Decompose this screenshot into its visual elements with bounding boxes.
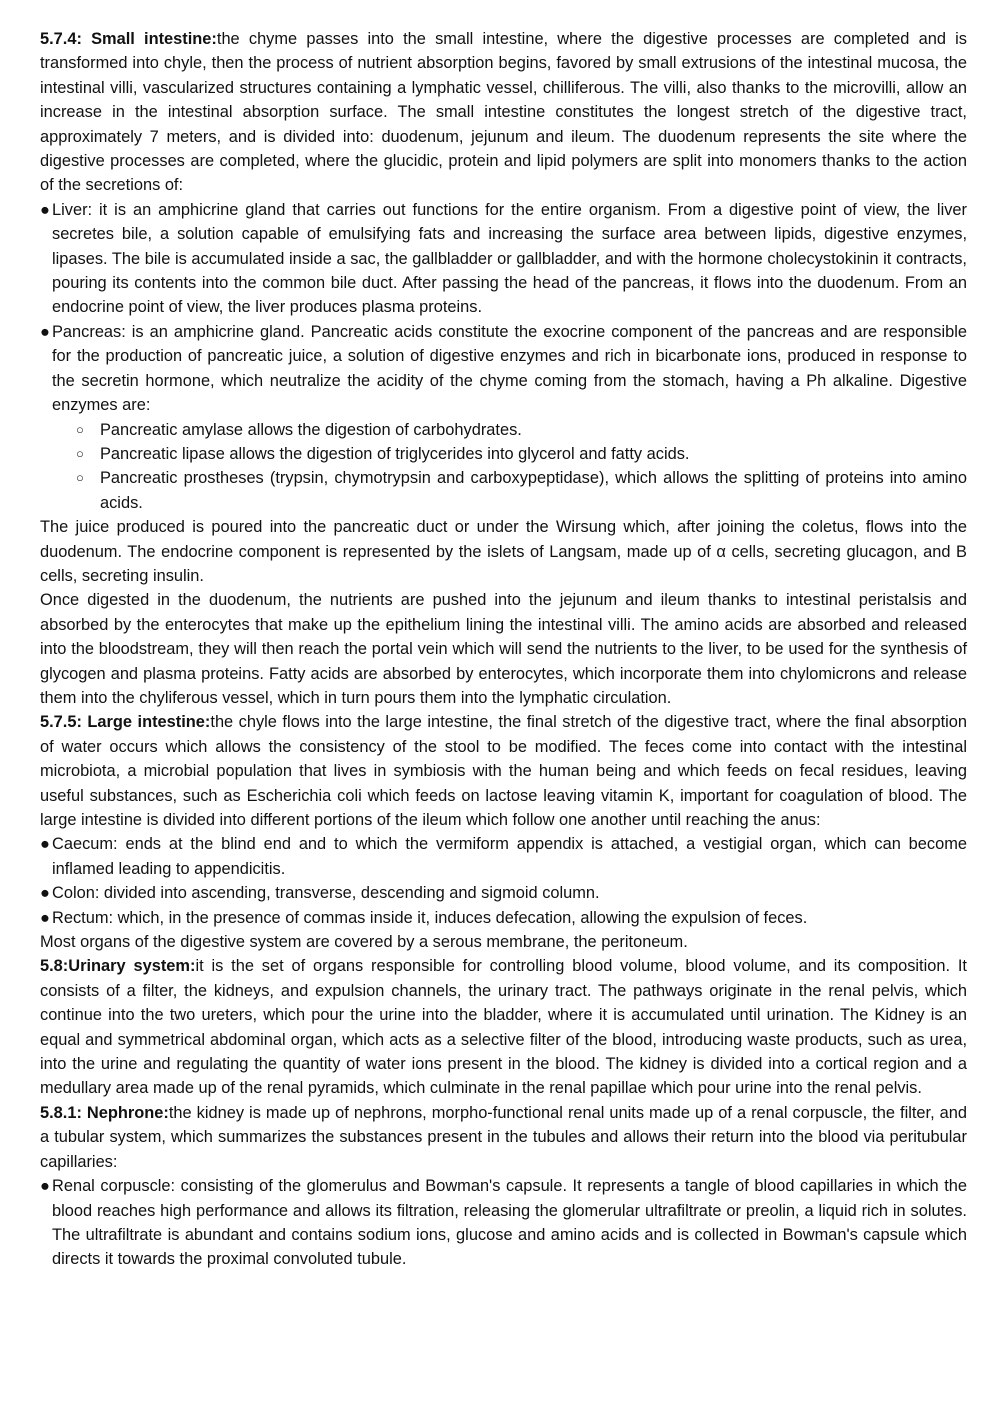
- bullet-icon: ●: [40, 835, 50, 854]
- section-large-intestine: [40, 710, 967, 832]
- peritoneum-paragraph: Most organs of the digestive system are covered by a serous membrane, the peritoneum.: [40, 933, 688, 952]
- colon-text: Colon: divided into ascending, transverse, descending and sigmoid column.: [52, 884, 600, 903]
- circle-bullet-icon: ○: [76, 445, 84, 461]
- bullet-icon: ●: [40, 884, 50, 903]
- section-urinary-system: [40, 954, 967, 1100]
- bullet-pancreas: [40, 320, 967, 418]
- caecum-text: Caecum: ends at the blind end and to which the vermiform appendix is attached, a vestigial organ, which can become inflamed leading to appendicitis.: [52, 835, 967, 878]
- amylase-text: Pancreatic amylase allows the digestion of carbohydrates.: [100, 420, 522, 439]
- juice-paragraph: The juice produced is poured into the pancreatic duct or under the Wirsung which, after joining the coletus, flows into the duodenum. The endocrine component is represented by the islets of Langsam, made up of α cells, secreting glucagon, and B cells, secreting insulin.: [40, 518, 967, 585]
- lipase-text: Pancreatic lipase allows the digestion of triglycerides into glycerol and fatty acids.: [100, 444, 690, 463]
- digested-paragraph: Once digested in the duodenum, the nutrients are pushed into the jejunum and ileum thanks to intestinal peristalsis and absorbed by the enterocytes that make up the epithelium lining the intestinal villi. The amino acids are absorbed and released into the bloodstream, they will then reach the portal vein which will send the nutrients to the liver, to be used for the synthesis of glycogen and plasma proteins. Fatty acids are absorbed by enterocytes, which incorporate them into chylomicrons and release them into the chyliferous vessel, which in turn pours them into the lymphatic circulation.: [40, 591, 967, 707]
- urinary-system-text: it is the set of organs responsible for controlling blood volume, blood volume, and its composition. It consists of a filter, the kidneys, and expulsion channels, the urinary tract. The pathways originate in the renal pelvis, which continue into the two ureters, which pour the urine into the bladder, where it is accumulated until urination. The Kidney is an equal and symmetrical abdominal organ, which acts as a selective filter of the blood, introducing waste products, such as urea, into the urine and regulating the quantity of water ions present in the blood. The kidney is divided into a cortical region and a medullary area made up of the renal pyramids, which culminate in the renal papillae which pour urine into the renal pelvis.: [40, 957, 967, 1098]
- heading-small-intestine: 5.7.4: Small intestine:: [40, 30, 217, 48]
- document-page: [40, 27, 967, 1272]
- bullet-rectum: [40, 906, 967, 930]
- bullet-icon: ●: [40, 1177, 50, 1196]
- rectum-text: Rectum: which, in the presence of commas inside it, induces defecation, allowing the expulsion of feces.: [52, 908, 808, 927]
- circle-bullet-icon: ○: [76, 470, 84, 486]
- sub-bullet-prostheses: [40, 466, 967, 515]
- circle-bullet-icon: ○: [76, 421, 84, 437]
- small-intestine-text: the chyme passes into the small intestine, where the digestive processes are completed and is transformed into chyle, then the process of nutrient absorption begins, favored by small extrusions of the intestinal mucosa, the intestinal villi, vascularized structures containing a lymphatic vessel, chilliferous. The villi, also thanks to the microvilli, allow an increase in the intestinal absorption surface. The small intestine constitutes the longest stretch of the digestive tract, approximately 7 meters, and is divided into: duodenum, jejunum and ileum. The duodenum represents the site where the digestive processes are completed, where the glucidic, protein and lipid polymers are split into monomers thanks to the action of the secretions of:: [40, 30, 967, 195]
- section-small-intestine: [40, 27, 967, 198]
- bullet-renal-corpuscle: [40, 1174, 967, 1272]
- nephrone-text: the kidney is made up of nephrons, morpho-functional renal units made up of a renal corpuscle, the filter, and a tubular system, which summarizes the substances present in the tubules and allows their return into the blood via peritubular capillaries:: [40, 1103, 967, 1171]
- bullet-icon: ●: [40, 322, 50, 341]
- large-intestine-text: the chyle flows into the large intestine, the final stretch of the digestive tract, where the final absorption of water occurs which allows the consistency of the stool to be modified. The feces come into contact with the intestinal microbiota, a microbial population that lives in symbiosis with the human being and which feeds on fecal residues, leaving useful substances, such as Escherichia coli which feeds on lactose leaving vitamin K, important for coagulation of blood. The large intestine is divided into different portions of the ileum which follow one another until reaching the anus:: [40, 713, 967, 829]
- bullet-colon: [40, 881, 967, 905]
- bullet-caecum: [40, 832, 967, 881]
- bullet-icon: ●: [40, 200, 50, 219]
- heading-nephrone: 5.8.1: Nephrone:: [40, 1103, 169, 1122]
- sub-bullet-amylase: [40, 418, 967, 442]
- bullet-icon: ●: [40, 908, 50, 927]
- prostheses-text: Pancreatic prostheses (trypsin, chymotrypsin and carboxypeptidase), which allows the splitting of proteins into amino acids.: [100, 469, 967, 512]
- heading-urinary-system: 5.8:Urinary system:: [40, 957, 196, 976]
- section-nephrone: [40, 1101, 967, 1174]
- pancreas-text: Pancreas: is an amphicrine gland. Pancreatic acids constitute the exocrine component of the pancreas and are responsible for the production of pancreatic juice, a solution of digestive enzymes and rich in bicarbonate ions, produced in response to the secretin hormone, which neutralize the acidity of the chyme coming from the stomach, having a Ph alkaline. Digestive enzymes are:: [52, 322, 967, 415]
- renal-corpuscle-text: Renal corpuscle: consisting of the glomerulus and Bowman's capsule. It represents a tangle of blood capillaries in which the blood reaches high performance and allows its filtration, releasing the glomerular ultrafiltrate or preolin, a liquid rich in solutes. The ultrafiltrate is abundant and contains sodium ions, glucose and amino acids and is collected in Bowman's capsule which directs it towards the proximal convoluted tubule.: [52, 1177, 967, 1269]
- liver-text: Liver: it is an amphicrine gland that carries out functions for the entire organism. From a digestive point of view, the liver secretes bile, a solution capable of emulsifying fats and increasing the surface area between lipids, digestive enzymes, lipases. The bile is accumulated inside a sac, the gallbladder or gallbladder, and with the hormone cholecystokinin it contracts, pouring its contents into the common bile duct. After passing the head of the pancreas, it flows into the duodenum. From an endocrine point of view, the liver produces plasma proteins.: [52, 200, 967, 317]
- heading-large-intestine: 5.7.5: Large intestine:: [40, 713, 211, 732]
- bullet-liver: [40, 198, 967, 320]
- sub-bullet-lipase: [40, 442, 967, 466]
